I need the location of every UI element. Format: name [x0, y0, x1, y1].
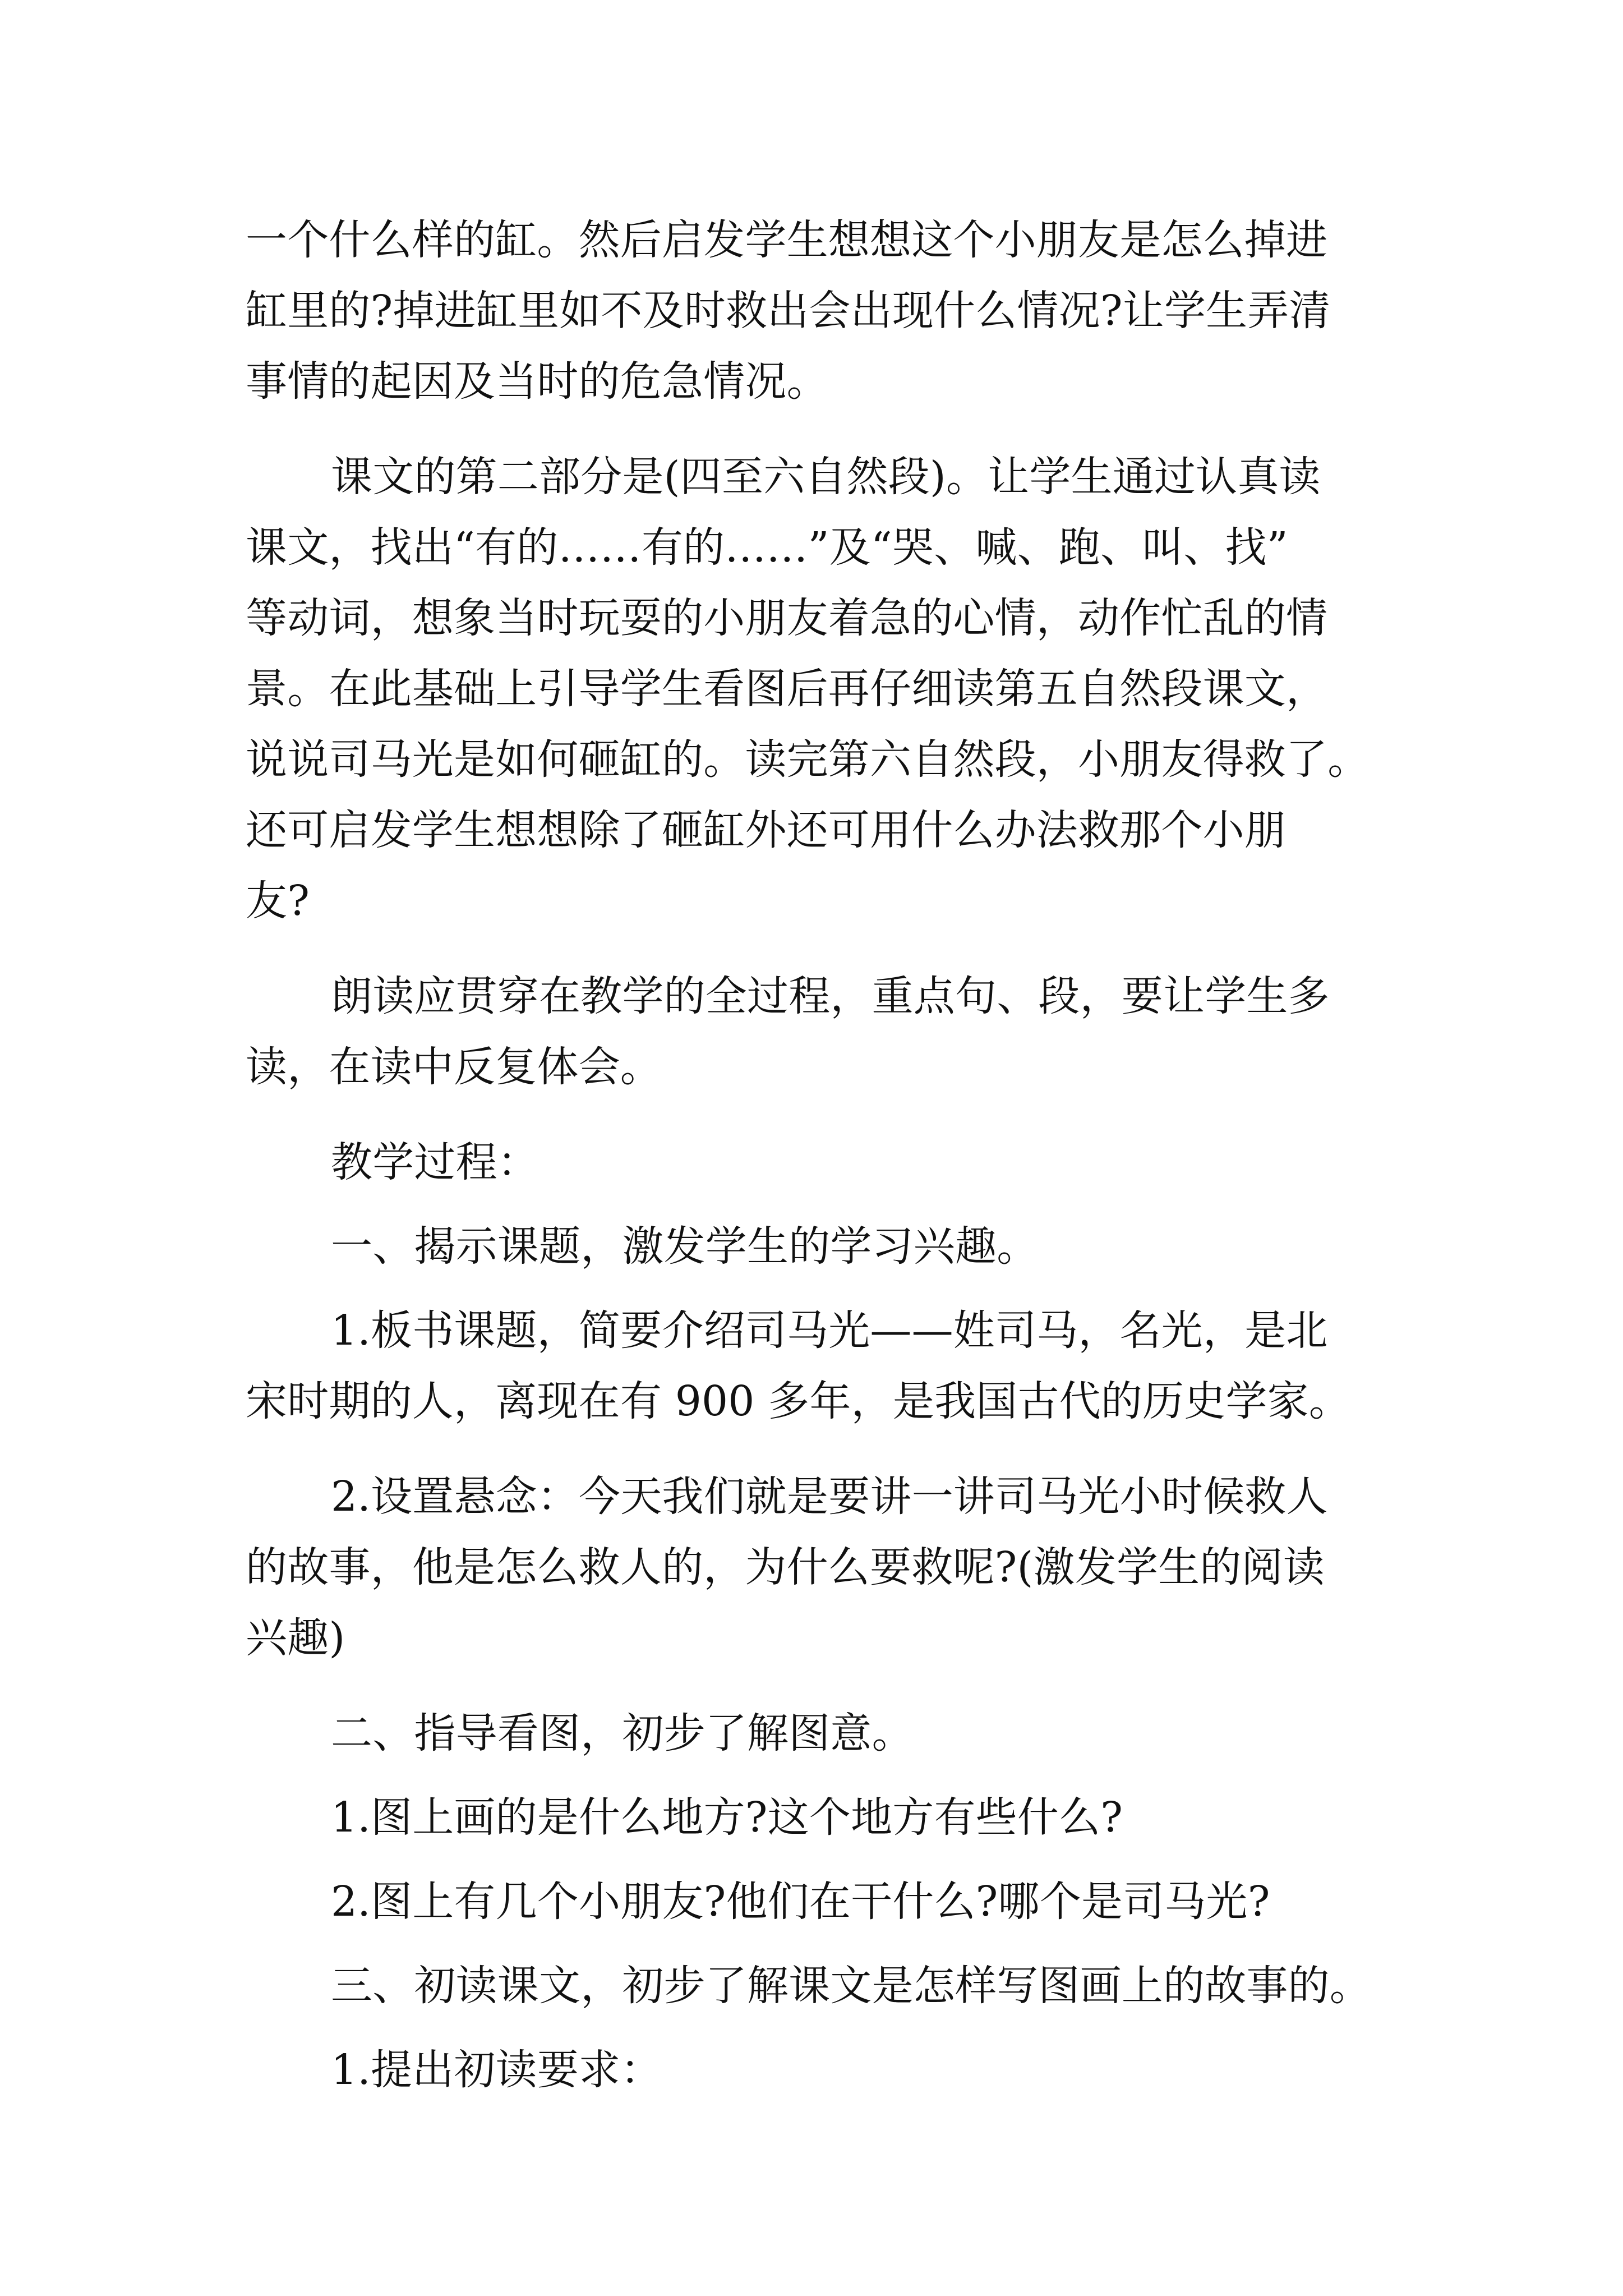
text-line: 缸里的?掉进缸里如不及时救出会出现什么情况?让学生弄清	[246, 287, 1331, 335]
list-item: 1.提出初读要求：	[331, 2046, 662, 2094]
paragraph-first-line: 朗读应贯穿在教学的全过程，重点句、段，要让学生多	[331, 972, 1330, 1020]
section-heading: 一、揭示课题，激发学生的学习兴趣。	[331, 1222, 1039, 1271]
text-line: 事情的起因及当时的危急情况。	[246, 357, 828, 406]
section-heading: 三、初读课文，初步了解课文是怎样写图画上的故事的。	[331, 1962, 1371, 2010]
text-line: 的故事，他是怎么救人的，为什么要救呢?(激发学生的阅读	[246, 1543, 1325, 1591]
list-item: 2.图上有几个小朋友?他们在干什么?哪个是司马光?	[331, 1878, 1270, 1926]
text-line: 友?	[246, 877, 310, 925]
text-line: 兴趣)	[246, 1614, 345, 1662]
list-item: 1.图上画的是什么地方?这个地方有些什么?	[331, 1793, 1123, 1842]
text-line: 一个什么样的缸。然后启发学生想想这个小朋友是怎么掉进	[246, 216, 1328, 264]
section-heading: 教学过程：	[331, 1138, 539, 1186]
text-line: 景。在此基础上引导学生看图后再仔细读第五自然段课文，	[246, 665, 1328, 713]
text-line: 还可启发学生想想除了砸缸外还可用什么办法救那个小朋	[246, 806, 1286, 854]
paragraph-first-line: 课文的第二部分是(四至六自然段)。让学生通过认真读	[331, 453, 1321, 501]
text-line: 等动词，想象当时玩耍的小朋友着急的心情，动作忙乱的情	[246, 594, 1328, 642]
text-line: 说说司马光是如何砸缸的。读完第六自然段，小朋友得救了。	[246, 735, 1370, 784]
paragraph-first-line: 1.板书课题，简要介绍司马光——姓司马，名光，是北	[331, 1306, 1328, 1355]
paragraph-first-line: 2.设置悬念：今天我们就是要讲一讲司马光小时候救人	[331, 1473, 1328, 1521]
section-heading: 二、指导看图，初步了解图意。	[331, 1709, 914, 1757]
text-line: 宋时期的人，离现在有 900 多年，是我国古代的历史学家。	[246, 1377, 1351, 1425]
text-line: 读，在读中反复体会。	[246, 1043, 662, 1091]
text-line: 课文，找出“有的……有的……”及“哭、喊、跑、叫、找”	[246, 523, 1288, 572]
